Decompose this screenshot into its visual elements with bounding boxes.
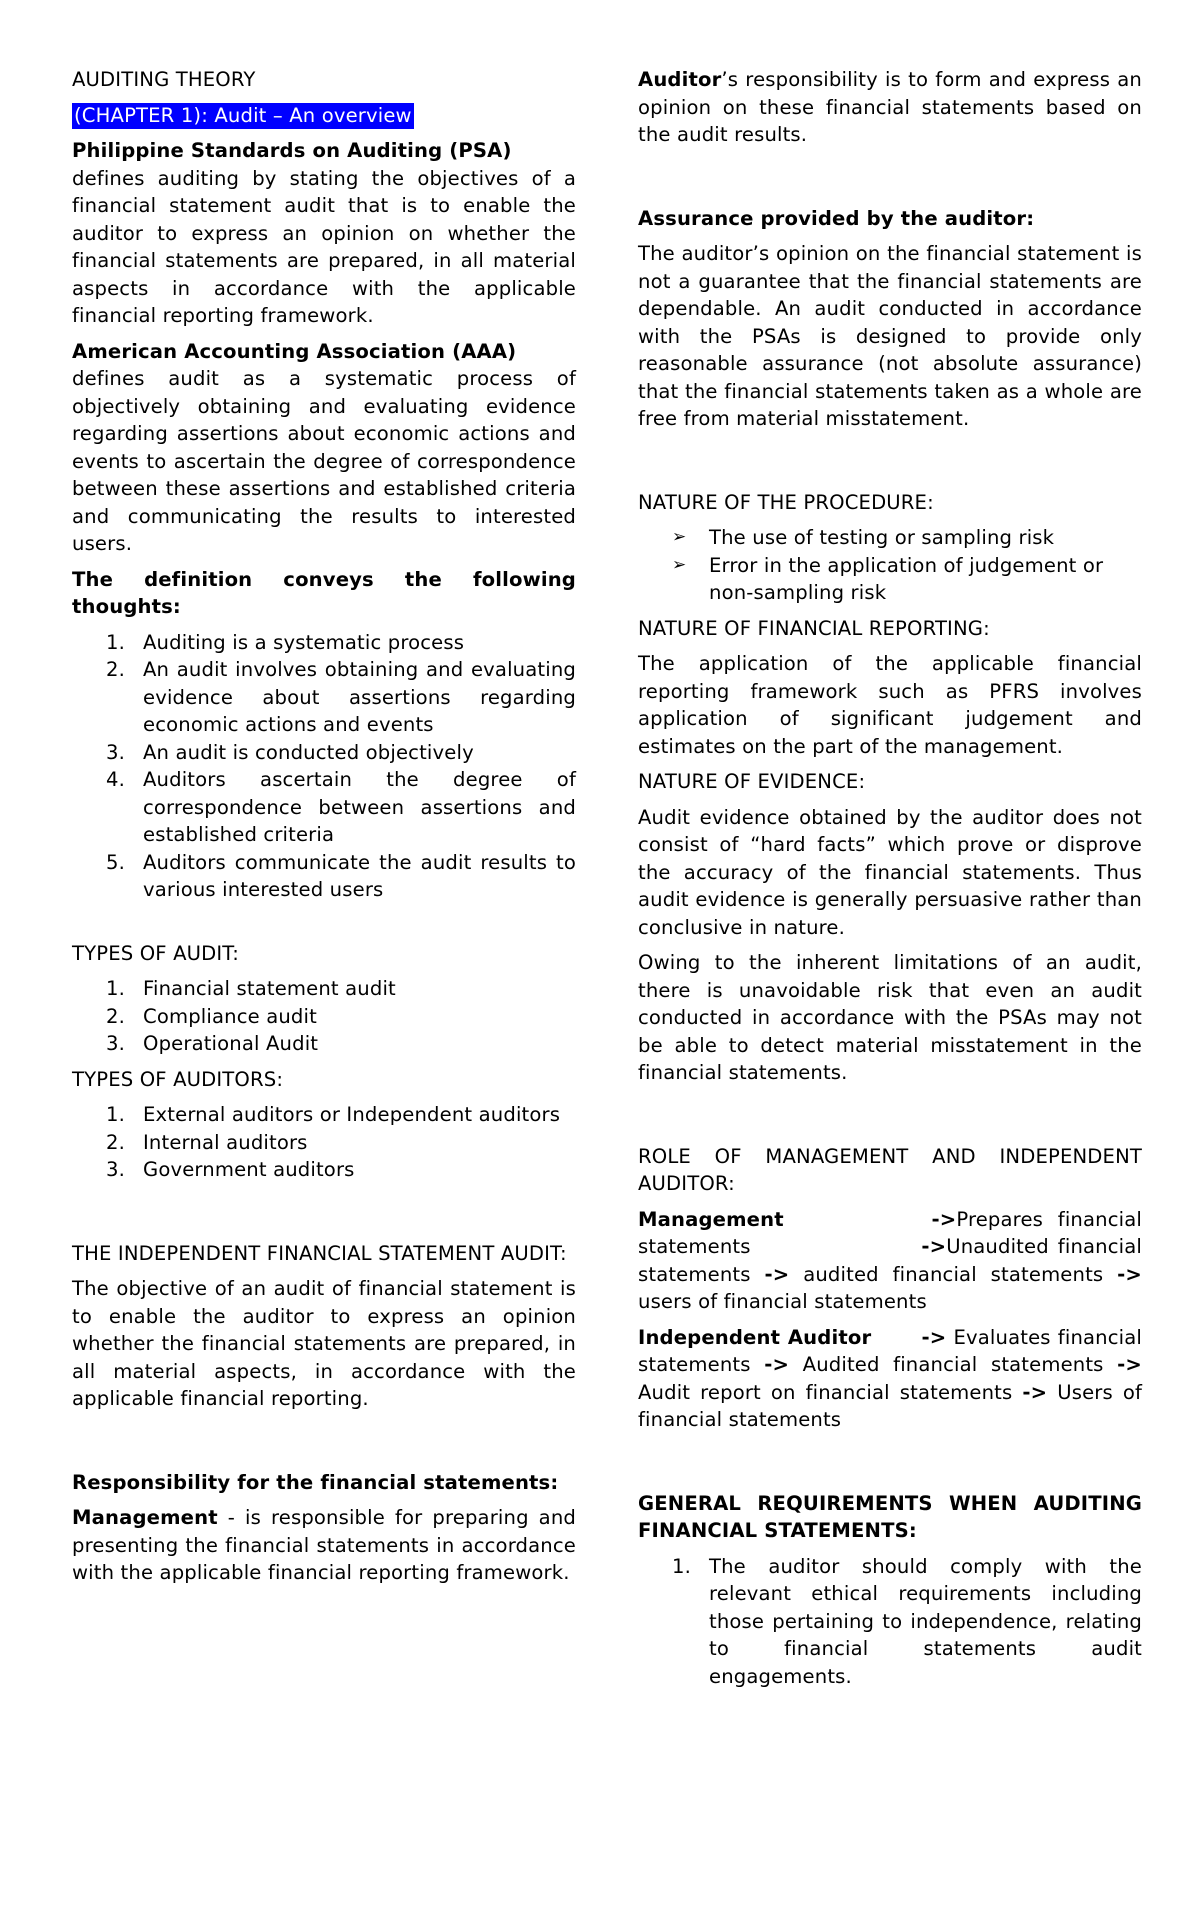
list-item: 1. Financial statement audit bbox=[106, 977, 396, 1000]
definition-heading: The definition conveys the following thoughts: bbox=[72, 567, 576, 618]
list-item: 2. An audit involves obtaining and evaluating evidence about assertions regarding economic actions and events bbox=[106, 658, 576, 736]
definition-list bbox=[72, 629, 576, 904]
list-item: ➢ Error in the application of judgement or non-sampling risk bbox=[672, 553, 1104, 604]
general-requirements-heading: GENERAL REQUIREMENTS WHEN AUDITING FINANCIAL STATEMENTS: bbox=[638, 1491, 1142, 1542]
assurance-heading: Assurance provided by the auditor: bbox=[638, 206, 1035, 230]
general-requirements-list bbox=[638, 1553, 1142, 1691]
aaa-paragraph bbox=[72, 338, 576, 558]
evidence-text-2: Owing to the inherent limitations of an audit, there is unavoidable risk that even an audit conducted in accordance with the PSAs may not be able to detect material misstatement in the financial statements. bbox=[638, 951, 1142, 1084]
list-item: 1. External auditors or Independent auditors bbox=[106, 1103, 561, 1126]
psa-term: Philippine Standards on Auditing (PSA) bbox=[72, 139, 512, 162]
management-responsibility bbox=[72, 1504, 576, 1587]
types-of-auditors-heading: TYPES OF AUDITORS: bbox=[72, 1067, 284, 1091]
auditor-text: ’s responsibility is to form and express an opinion on these financial statements based on the audit results. bbox=[638, 68, 1142, 146]
independent-audit-heading: THE INDEPENDENT FINANCIAL STATEMENT AUDIT: bbox=[72, 1241, 567, 1265]
list-item: 3. Government auditors bbox=[106, 1158, 355, 1181]
types-of-audit-list bbox=[72, 975, 576, 1058]
right-column bbox=[638, 66, 1142, 1690]
role-management: Management ->Prepares financial statements ->Unaudited financial statements -> audited financial statements -> users of financial statements bbox=[638, 1207, 1142, 1313]
list-item: 1. The auditor should comply with the relevant ethical requirements including those pertaining to independence, relating to financial statements audit engagements. bbox=[672, 1554, 1142, 1688]
role-heading: ROLE OF MANAGEMENT AND INDEPENDENT AUDITOR: bbox=[638, 1144, 1142, 1195]
chapter-heading: (CHAPTER 1): Audit – An overview bbox=[74, 103, 412, 127]
role-auditor-term: Independent Auditor bbox=[638, 1325, 872, 1349]
list-item: 4. Auditors ascertain the degree of correspondence between assertions and established criteria bbox=[106, 768, 576, 846]
psa-paragraph bbox=[72, 137, 576, 330]
management-text: - is responsible for preparing and presenting the financial statements in accordance with the applicable financial reporting framework. bbox=[72, 1506, 576, 1584]
psa-text: defines auditing by stating the objectives of a financial statement audit that is to enable the auditor to express an opinion on whether the financial statements are prepared, in all material aspects in accordance with the applicable financial reporting framework. bbox=[72, 166, 576, 327]
responsibility-heading: Responsibility for the financial statements: bbox=[72, 1470, 559, 1494]
document-title: AUDITING THEORY bbox=[72, 68, 256, 91]
auditor-term: Auditor bbox=[638, 68, 722, 91]
list-item: 5. Auditors communicate the audit results to various interested users bbox=[106, 850, 576, 901]
role-management-term: Management bbox=[638, 1207, 784, 1231]
list-item: 3. An audit is conducted objectively bbox=[106, 740, 474, 764]
aaa-term: American Accounting Association (AAA) bbox=[72, 339, 517, 363]
auditor-responsibility bbox=[638, 66, 1142, 149]
aaa-text: defines audit as a systematic process of objectively obtaining and evaluating evidence regarding assertions about economic actions and events to ascertain the degree of correspondence between these assertions and established criteria and communicating the results to interested users. bbox=[72, 367, 576, 555]
list-item: 1. Auditing is a systematic process bbox=[106, 630, 465, 654]
types-of-auditors-list bbox=[72, 1101, 576, 1184]
management-term: Management bbox=[72, 1506, 218, 1529]
types-of-audit-heading: TYPES OF AUDIT: bbox=[72, 941, 239, 965]
assurance-text: The auditor’s opinion on the financial statement is not a guarantee that the financial statements are dependable. An audit conducted in accordance with the PSAs is designed to provide only reasonable assurance (not absolute assurance) that the financial statements taken as a whole are free from material misstatement. bbox=[638, 242, 1142, 430]
evidence-heading: NATURE OF EVIDENCE: bbox=[638, 770, 866, 793]
evidence-text-1: Audit evidence obtained by the auditor does not consist of “hard facts” which prove or disprove the accuracy of the financial statements. Thus audit evidence is generally persuasive rather than conclusive in nature. bbox=[638, 805, 1142, 939]
reporting-heading: NATURE OF FINANCIAL REPORTING: bbox=[638, 616, 990, 640]
procedure-heading: NATURE OF THE PROCEDURE: bbox=[638, 490, 934, 514]
arrow-bullet-icon: ➢ bbox=[672, 527, 687, 547]
independent-audit-text: The objective of an audit of financial statement is to enable the auditor to express an opinion whether the financial statements are prepared, in all material aspects, in accordance with the applicable financial reporting. bbox=[72, 1277, 576, 1410]
list-item: ➢ The use of testing or sampling risk bbox=[638, 524, 1142, 552]
left-column bbox=[72, 66, 576, 1587]
reporting-text: The application of the applicable financial reporting framework such as PFRS involves application of significant judgement and estimates on the part of the management. bbox=[638, 652, 1142, 758]
list-item: 2. Internal auditors bbox=[106, 1130, 308, 1154]
role-auditor: Independent Auditor -> Evaluates financial statements -> Audited financial statements -> Audit report on financial statements -> Users of financial statements bbox=[638, 1325, 1143, 1431]
list-item: 2. Compliance audit bbox=[106, 1004, 317, 1028]
procedure-list bbox=[638, 524, 1142, 607]
arrow-bullet-icon: ➢ bbox=[672, 554, 687, 575]
list-item: 3. Operational Audit bbox=[106, 1032, 319, 1055]
